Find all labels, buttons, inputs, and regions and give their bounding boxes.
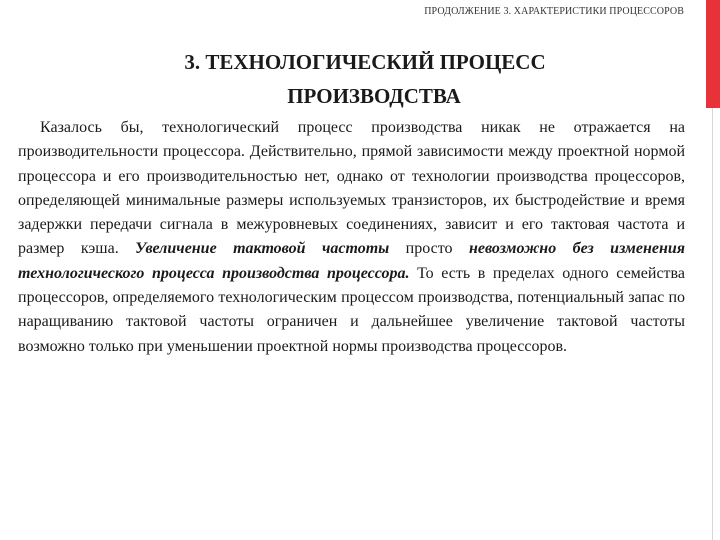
slide-title-line-1: 3. ТЕХНОЛОГИЧЕСКИЙ ПРОЦЕСС bbox=[184, 50, 546, 74]
slide-title-line-2: ПРОИЗВОДСТВА bbox=[287, 84, 461, 108]
accent-rule bbox=[712, 108, 713, 540]
body-emphasis-1: Увеличение тактовой частоты bbox=[135, 240, 390, 258]
body-text-part-3: То есть в пределах одного семейства процессоров, определяемого технологическим процессом производства, потенциальный запас по наращиванию тактовой частоты ограничен и дальнейшее увеличение тактовой частоты возможно только при уменьшении проектной нормы производства процессоров. bbox=[18, 264, 685, 355]
body-text-part-2: просто bbox=[389, 240, 469, 258]
slide-body-text bbox=[18, 116, 685, 359]
slide-title bbox=[20, 45, 700, 113]
body-emphasis-2: невозможно без изменения технологического процесса производства процессора. bbox=[18, 240, 685, 282]
accent-bar bbox=[706, 0, 720, 108]
body-text-part-1: Казалось бы, технологический процесс производства никак не отражается на производительности процессора. Действительно, прямой зависимости между проектной нормой процессора и его производительностью нет, однако от технологии производства процессоров, определяющей минимальные размеры используемых транзисторов, их быстродействие и время задержки передачи сигнала в межуровневых соединениях, зависит и его тактовая частота и размер кэша. bbox=[18, 119, 685, 258]
slide-header: ПРОДОЛЖЕНИЕ 3. ХАРАКТЕРИСТИКИ ПРОЦЕССОРОВ bbox=[424, 6, 684, 17]
